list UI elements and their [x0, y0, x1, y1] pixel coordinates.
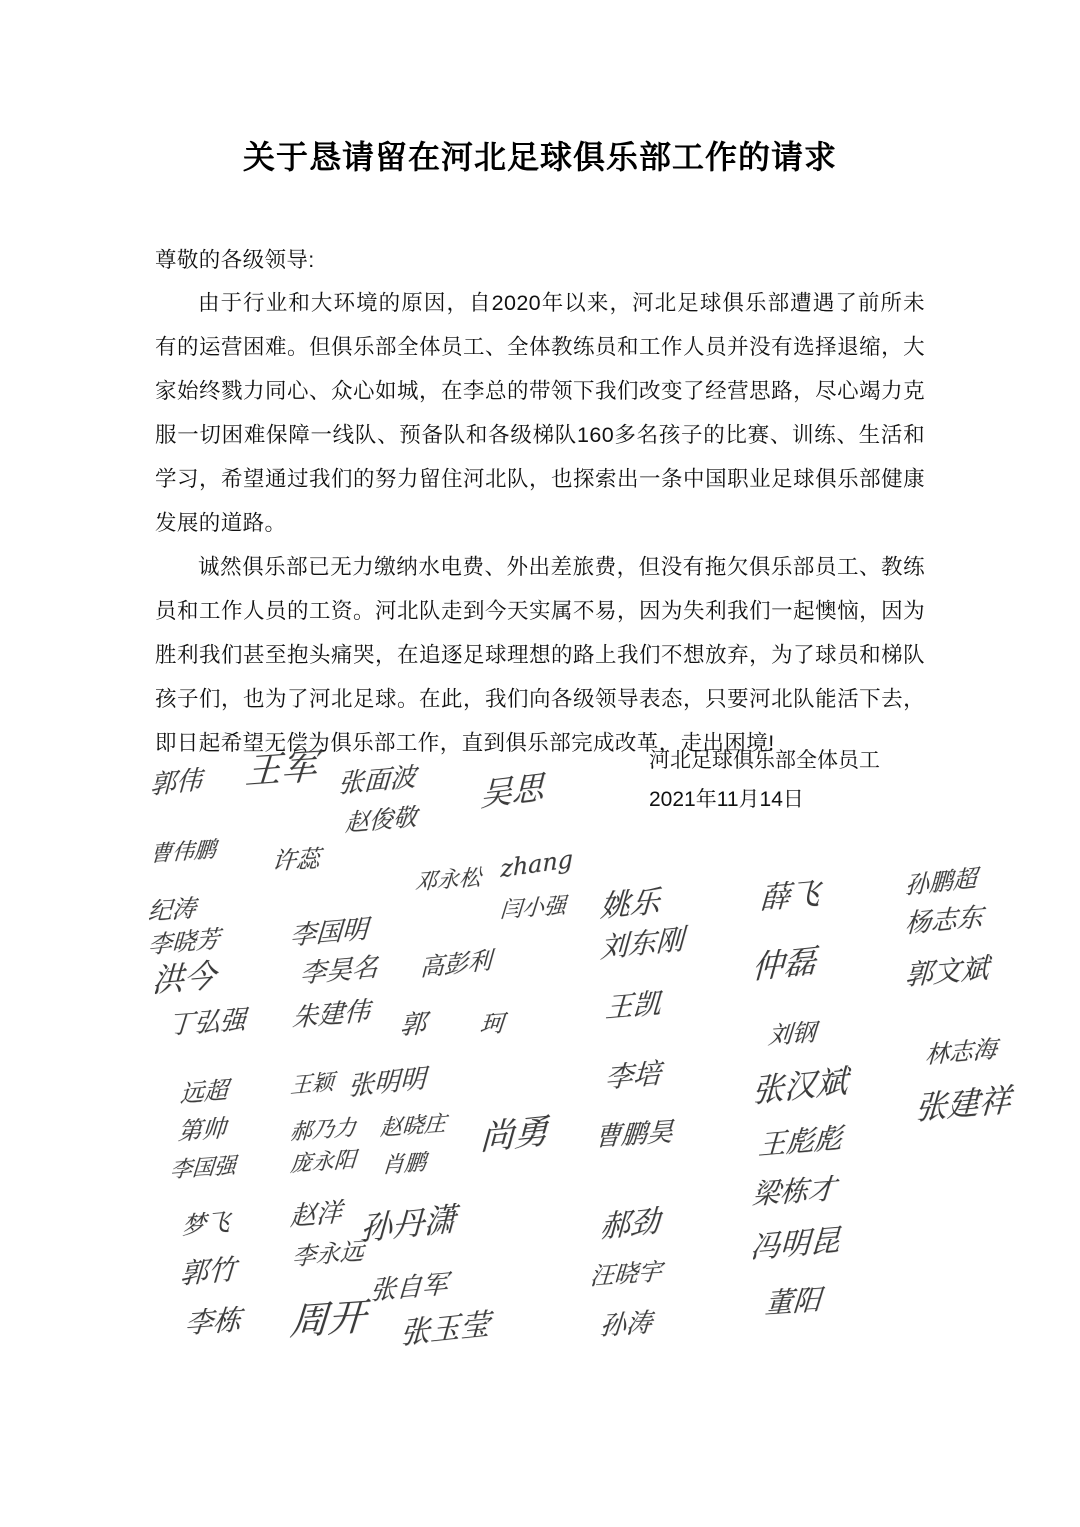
signature-mark: 王彪彪	[757, 1121, 843, 1162]
signature-mark: 孙丹潇	[359, 1199, 457, 1249]
signature-mark: 赵俊敬	[344, 802, 418, 838]
signature-mark: 张明明	[347, 1063, 427, 1103]
signature-mark: 张面波	[337, 762, 417, 800]
signature-mark: 梁栋才	[750, 1171, 838, 1212]
signature-mark: 郭伟	[149, 765, 203, 801]
signature-mark: 吴思	[479, 767, 545, 815]
signature-mark: 高彭利	[419, 946, 493, 982]
signature-mark: 孙涛	[599, 1308, 654, 1342]
signature-mark: 冯明昆	[749, 1222, 841, 1267]
signature-mark: 孙鹏超	[904, 864, 978, 900]
paragraph-1: 由于行业和大环境的原因，自2020年以来，河北足球俱乐部遭遇了前所未有的运营困难。但俱乐部全体员工、全体教练员和工作人员并没有选择退缩，大家始终戮力同心、众心如城，在李总的带领下我们改变了经营思路，尽心竭力克服一切困难保障一线队、预备队和各级梯队160多名孩子的比赛、训练、生活和学习，希望通过我们的努力留住河北队，也探索出一条中国职业足球俱乐部健康发展的道路。	[155, 290, 925, 536]
signature-mark: 林志海	[924, 1034, 998, 1070]
signature-mark: 赵晓庄	[379, 1111, 447, 1142]
signature-mark: 第帅	[177, 1114, 227, 1146]
signature-mark: 李永远	[291, 1236, 365, 1272]
signature-mark: 许蕊	[270, 844, 322, 876]
signature-mark: 纪涛	[147, 894, 197, 926]
signature-mark: 王颖	[289, 1069, 335, 1100]
signature-mark: 姚乐	[599, 884, 661, 925]
signature-mark: 丁弘强	[167, 1005, 247, 1041]
signature-mark: 仲磊	[751, 941, 817, 987]
signature-mark: 李昊名	[299, 952, 379, 990]
signoff-date: 2021年11月14日	[649, 787, 804, 811]
signature-mark: 汪晓宇	[589, 1257, 663, 1291]
signature-mark: 郭	[398, 1008, 428, 1042]
signature-mark: 曹伟鹏	[149, 837, 217, 868]
signature-mark: 郭竹	[179, 1252, 237, 1291]
signature-mark: 董阳	[763, 1282, 823, 1321]
paragraph-2: 诚然俱乐部已无力缴纳水电费、外出差旅费，但没有拖欠俱乐部员工、教练员和工作人员的工资。河北队走到今天实属不易，因为失利我们一起懊恼，因为胜利我们甚至抱头痛哭，在追逐足球理想的路上我们不想放弃，为了球员和梯队孩子们，也为了河北足球。在此，我们向各级领导表态，只要河北队能活下去，即日起希望无偿为俱乐部工作，直到俱乐部完成改革，走出困境!	[155, 555, 925, 756]
signature-mark: 梦飞	[181, 1207, 231, 1241]
signature-mark: 赵洋	[289, 1197, 343, 1233]
signature-mark: 张玉莹	[399, 1307, 491, 1352]
signature-mark: 李培	[604, 1056, 662, 1095]
signature-block	[0, 730, 1080, 1420]
signature-mark: 李栋	[183, 1302, 243, 1341]
signature-mark: zhang	[500, 844, 573, 884]
signature-mark: 张汉斌	[751, 1061, 849, 1111]
signature-mark: 朱建伟	[291, 996, 371, 1034]
signature-mark: 肖鹏	[381, 1150, 427, 1179]
signature-mark: 李国强	[169, 1153, 237, 1184]
signature-mark: 庞永阳	[289, 1147, 357, 1178]
signature-mark: 刘钢	[767, 1018, 817, 1050]
signature-mark: 珂	[478, 1009, 506, 1039]
signature-mark: 邓永松	[414, 865, 482, 896]
signature-mark: 远超	[179, 1075, 229, 1109]
signature-mark: 郝劲	[599, 1203, 661, 1246]
signature-mark: 张自军	[369, 1269, 449, 1307]
document-body	[155, 178, 925, 766]
signature-mark: 李晓芳	[147, 924, 221, 960]
signature-mark: 郭文斌	[904, 951, 990, 992]
signature-mark: 薛飞	[759, 876, 821, 917]
signature-mark: 郝乃力	[289, 1115, 357, 1146]
signature-mark: 周开	[288, 1294, 368, 1344]
salutation: 尊敬的各级领导:	[155, 248, 315, 272]
signature-mark: 闫小强	[499, 893, 567, 924]
signature-mark: 曹鹏昊	[594, 1117, 674, 1153]
signature-mark: 王军	[243, 746, 319, 793]
signature-mark: 杨志东	[904, 902, 984, 940]
signoff-organization: 河北足球俱乐部全体员工	[649, 749, 880, 772]
signature-mark: 尚勇	[479, 1111, 549, 1159]
signature-mark: 洪今	[151, 956, 217, 1000]
page-title: 关于恳请留在河北足球俱乐部工作的请求	[242, 139, 837, 175]
signature-mark: 王凯	[604, 986, 662, 1025]
signature-mark: 张建祥	[914, 1080, 1012, 1128]
signature-mark: 李国明	[289, 914, 369, 952]
signature-mark: 刘东刚	[599, 922, 685, 965]
